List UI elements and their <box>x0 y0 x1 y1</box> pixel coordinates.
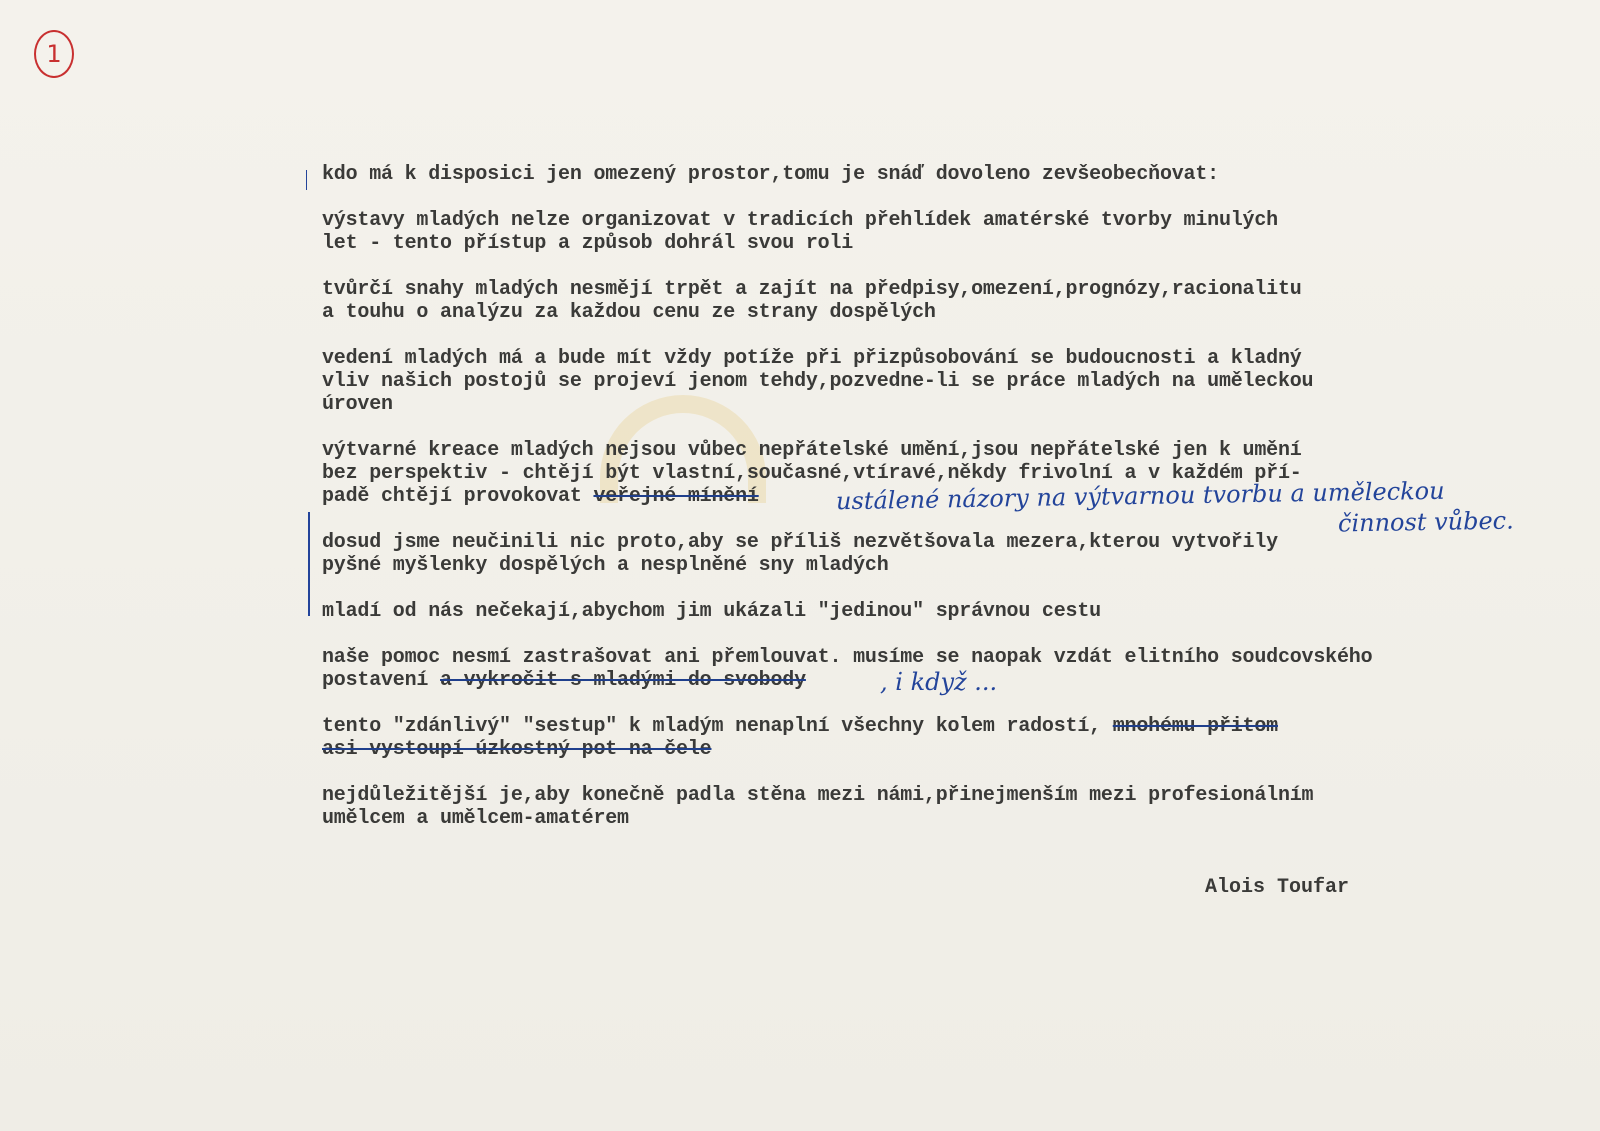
paragraph-3: tvůrčí snahy mladých nesmějí trpět a zajít na předpisy,omezení,prognózy,racionalitu a touhu o analýzu za každou cenu ze strany dospělých <box>322 278 1302 324</box>
handwritten-insert: ustálené názory na výtvarnou tvorbu a uměleckou <box>835 476 1445 516</box>
handwritten-insert-2: činnost vůbec. <box>1337 506 1514 538</box>
paragraph-7: mladí od nás nečekají,abychom jim ukázali "jedinou" správnou cestu <box>322 600 1101 623</box>
paragraph-2: výstavy mladých nelze organizovat v tradicích přehlídek amatérské tvorby minulých let - tento přístup a způsob dohrál svou roli <box>322 209 1278 255</box>
margin-line <box>306 170 307 190</box>
page-number-mark: 1 <box>34 30 74 78</box>
struck-text: asi vystoupí úzkostný pot na čele <box>322 738 712 761</box>
paragraph-9: tento "zdánlivý" "sestup" k mladým nenaplní všechny kolem radostí, mnohému přitom asi vystoupí úzkostný pot na čele <box>322 715 1278 761</box>
signature: Alois Toufar <box>1205 876 1350 899</box>
struck-text: a vykročit s mladými do svobody <box>440 669 806 692</box>
handwritten-insert-3: , i když ... <box>880 668 998 696</box>
margin-line <box>308 512 310 616</box>
paragraph-8: naše pomoc nesmí zastrašovat ani přemlouvat. musíme se naopak vzdát elitního soudcovského postavení a vykročit s mladými do svobody <box>322 646 1373 692</box>
paragraph-4: vedení mladých má a bude mít vždy potíže při přizpůsobování se budoucnosti a kladný vliv našich postojů se projeví jenom tehdy,pozvedne-li se práce mladých na uměleckou úroven <box>322 347 1314 416</box>
paragraph-6: dosud jsme neučinili nic proto,aby se příliš nezvětšovala mezera,kterou vytvořily pyšné myšlenky dospělých a nesplněné sny mladých <box>322 531 1278 577</box>
struck-text: mnohému přitom <box>1112 715 1278 738</box>
paragraph-1: kdo má k disposici jen omezený prostor,tomu je snáď dovoleno zevšeobecňovat: <box>322 163 1219 186</box>
paragraph-10: nejdůležitější je,aby konečně padla stěna mezi námi,přinejmenším mezi profesionálním umělcem a umělcem-amatérem <box>322 784 1314 830</box>
struck-text: veřejné mínění <box>593 485 759 508</box>
paragraph-5: výtvarné kreace mladých nejsou vůbec nepřátelské umění,jsou nepřátelské jen k umění bez perspektiv - chtějí být vlastní,současné,vtíravé,někdy frivolní a v každém pří- padě chtějí provokovat veřejné mínění <box>322 439 1302 508</box>
